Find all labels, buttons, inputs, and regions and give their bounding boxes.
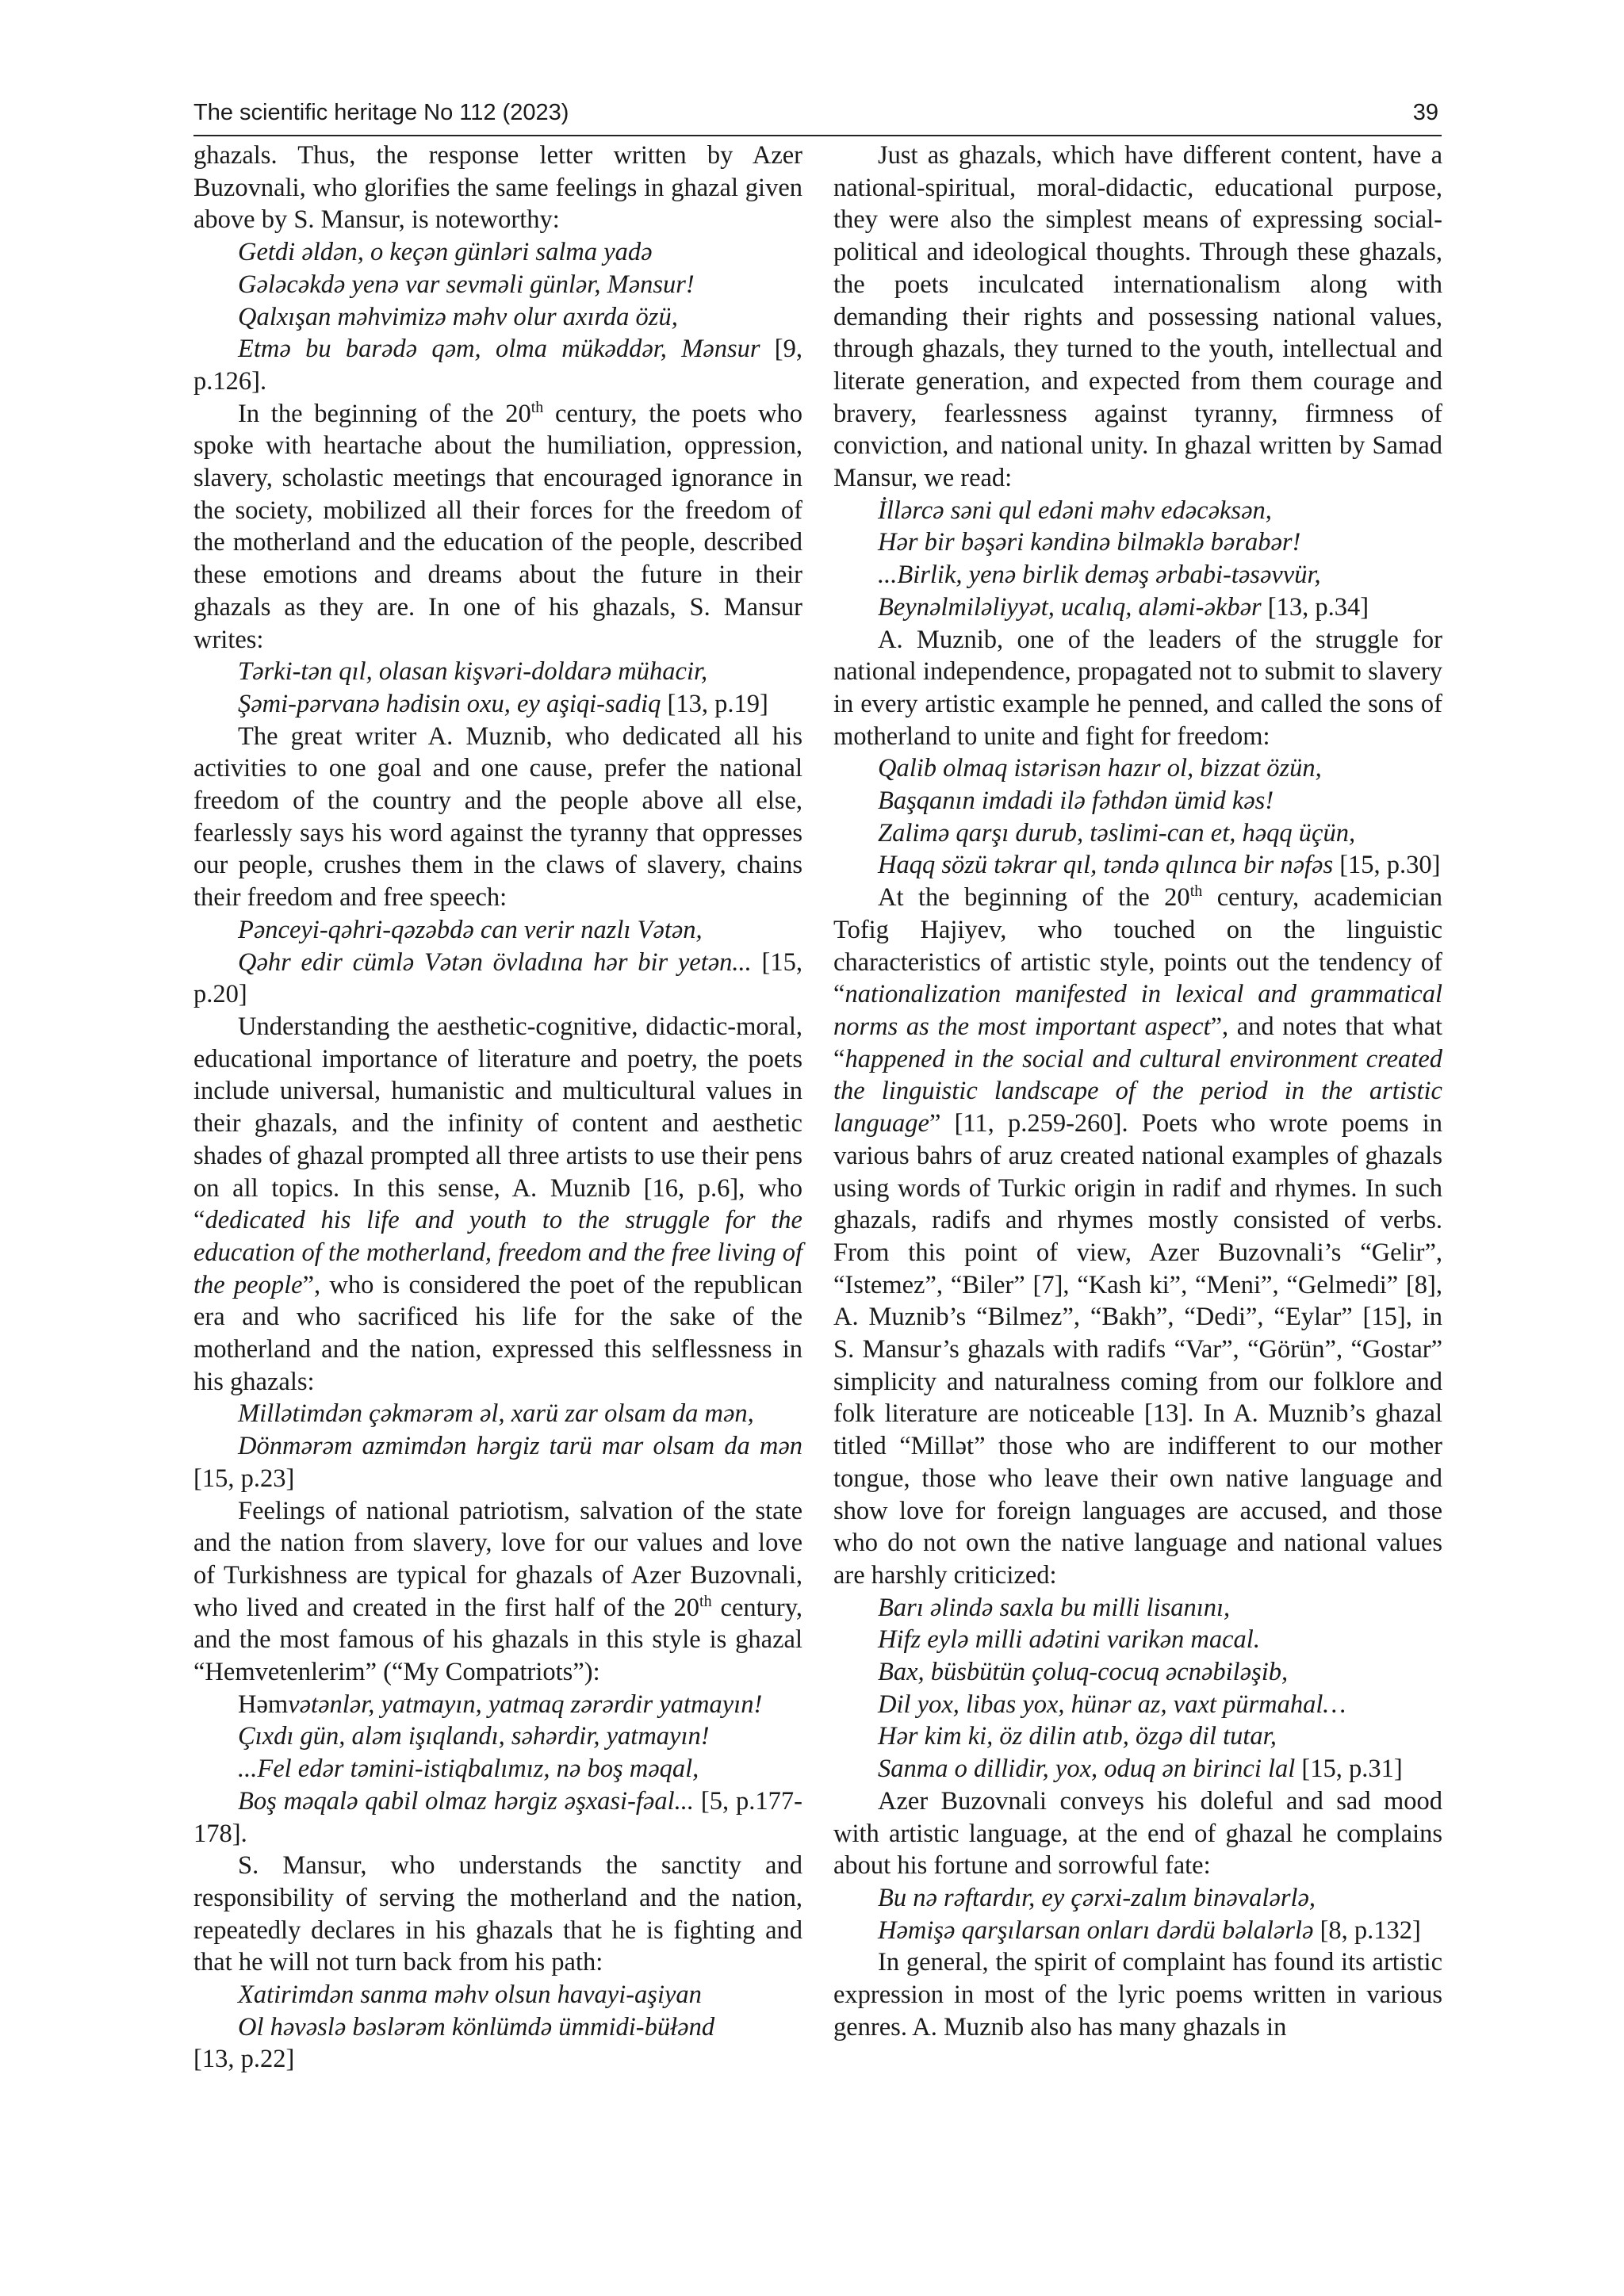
verse-text: Həmişə qarşılarsan onları dərdü bəlalərlə — [878, 1915, 1314, 1945]
verse-line: Gələcəkdə yenə var sevməli günlər, Mənsur! — [238, 270, 695, 299]
quote: nationalization manifested in lexical and grammatical norms as the most important aspect — [833, 980, 1442, 1041]
verse-line: Hər kim ki, öz dilin atıb, özgə dil tutar, — [878, 1722, 1277, 1751]
paragraph: Understanding the aesthetic-cognitive, didactic-moral, educational importance of literature and poetry, the poets include universal, humanistic and multicultural values in their ghazals, and the infinity of content and aesthetic shades of ghazal prompted all three artists to use their pens on all topics. In this sense, A. Muznib [16, p.6], who “dedicated his life and youth to the struggle for the education of the motherland, freedom and the free living of the people”, who is considered the poet of the republican era and who sacrificed his life for the sake of the motherland and the nation, expressed this selflessness in his ghazals: — [193, 1012, 802, 1396]
paragraph: In general, the spirit of complaint has found its artistic expression in most of the lyric poems written in various genres. A. Muznib also has many ghazals in — [833, 1948, 1442, 2042]
verse-line — [833, 849, 1442, 882]
verse-line — [193, 688, 802, 721]
verse-line: Bu nə rəftardır, ey çərxi-zalım binəvalərlə, — [878, 1883, 1316, 1912]
verse-text: Şəmi-pərvanə hədisin oxu, ey aşiqi-sadiq — [238, 689, 661, 718]
verse-text: Etmə bu barədə qəm, olma mükəddər, Mənsur — [238, 335, 760, 364]
citation: [15, p.23] — [193, 1464, 295, 1493]
verse-line: Pənceyi-qəhri-qəzəbdə can verir nazlı Vətən, — [238, 915, 703, 944]
verse-line: Getdi əldən, o keçən günləri salma yadə — [238, 238, 653, 267]
verse-text: Boş məqalə qabil olmaz hərgiz əşxasi-fəal... — [238, 1786, 695, 1816]
verse-line — [193, 947, 802, 1011]
verse-line: Dil yox, libas yox, hünər az, vaxt pürmahal… — [878, 1689, 1346, 1719]
citation: [15, p.30] — [1333, 851, 1441, 880]
verse-line — [193, 1785, 802, 1850]
paragraph: Just as ghazals, which have different content, have a national-spiritual, moral-didactic, educational purpose, they were also the simplest means of expressing social-political and ideological thoughts. Through these ghazals, the poets inculcated internationalism along with demanding their rights and possessing national values, through ghazals, they turned to the youth, intellectual and literate generation, and expected from them courage and bravery, fearlessness against tyranny, firmness of conviction, and national unity. In ghazal written by Samad Mansur, we read: — [833, 141, 1442, 493]
paragraph: A. Muznib, one of the leaders of the struggle for national independence, propagated not to submit to slavery in every artistic example he penned, and called the sons of motherland to unite and fight for freedom: — [833, 625, 1442, 751]
verse-line: Bax, büsbütün çoluq-cocuq əcnəbiləşib, — [878, 1658, 1289, 1687]
verse-line — [193, 333, 802, 397]
verse-line: Ol həvəslə bəslərəm könlümdə ümmidi-büłənd — [238, 2012, 715, 2042]
paragraph: Feelings of national patriotism, salvation of the state and the nation from slavery, love for our values and love of Turkishness are typical for ghazals of Azer Buzovnali, who lived and created in the first half of the 20th century, and the most famous of his ghazals in this style is ghazal “Hemvetenlerim” (“My Compatriots”): — [193, 1496, 802, 1687]
paragraph: S. Mansur, who understands the sanctity and responsibility of serving the motherland and the nation, repeatedly declares in his ghazals that he is fighting and that he will not turn back from his path: — [193, 1851, 802, 1977]
quote: happened in the social and cultural environment created the linguistic landscape of the period in the artistic language — [833, 1044, 1442, 1138]
verse-line — [833, 1915, 1442, 1947]
verse-line: Xatirimdən sanma məhv olsun havayi-aşiyan — [238, 1980, 702, 2010]
citation: [13, p.34] — [1261, 592, 1369, 622]
paragraph: At the beginning of the 20th century, academician Tofig Hajiyev, who touched on the linguistic characteristics of artistic style, points out the tendency of “nationalization manifested in lexical and grammatical norms as the most important aspect”, and notes that what “happened in the social and cultural environment created the linguistic landscape of the period in the artistic language” [11, p.259-260]. Poets who wrote poems in various bahrs of aruz created national examples of ghazals using words of Turkic origin in radif and rhymes. In such ghazals, radifs and rhymes mostly consisted of verbs. From this point of view, Azer Buzovnali’s “Gelir”, “Istemez”, “Biler” [7], “Kash ki”, “Meni”, “Gelmedi” [8], A. Muznib’s “Bilmez”, “Bakh”, “Dedi”, “Eylar” [15], in S. Mansur’s ghazals with radifs “Var”, “Görün”, “Gostar” simplicity and naturalness coming from our folklore and folk literature are noticeable [13]. In A. Muznib’s ghazal titled “Millət” those who are indifferent to our mother tongue, those who leave their own native language and show love for foreign languages are accused, and those who do not own the native language and national values are harshly criticized: — [833, 882, 1442, 1590]
citation: [15, p.31] — [1295, 1755, 1403, 1784]
verse-line: Zalimə qarşı durub, təslimi-can et, həqq üçün, — [878, 818, 1356, 848]
verse-text: Beynəlmiləliyyət, ucalıq, aləmi-əkbər — [878, 592, 1262, 622]
journal-title: The scientific heritage No 112 (2023) — [193, 100, 569, 125]
verse-line: ...Fel edər təmini-istiqbalımız, nə boş məqal, — [238, 1755, 699, 1784]
citation: [13, p.22] — [193, 2045, 295, 2074]
paragraph: ghazals. Thus, the response letter written by Azer Buzovnali, who glorifies the same feelings in ghazal given above by S. Mansur, is noteworthy: — [193, 141, 802, 235]
verse-text: Dönmərəm azmimdən hərgiz tarü mar olsam da mən — [238, 1432, 802, 1461]
verse-text: Haqq sözü təkrar qıl, təndə qılınca bir nəfəs — [878, 851, 1334, 880]
page-number: 39 — [1412, 100, 1438, 125]
paragraph: Azer Buzovnali conveys his doleful and sad mood with artistic language, at the end of ghazal he complains about his fortune and sorrowful fate: — [833, 1786, 1442, 1881]
citation: [8, p.132] — [1313, 1915, 1421, 1945]
citation: [15, p.20] — [193, 947, 802, 1009]
running-header — [193, 98, 1442, 136]
verse-line: Başqanın imdadi ilə fəthdən ümid kəs! — [878, 786, 1274, 816]
verse-line: Millətimdən çəkmərəm əl, xarü zar olsam da mən, — [238, 1399, 754, 1429]
verse-line — [193, 1430, 802, 1494]
verse-line: Qalib olmaq istərisən hazır ol, bizzat özün, — [878, 754, 1322, 783]
verse-line: İllərcə səni qul edəni məhv edəcəksən, — [878, 496, 1272, 525]
verse-line: ...Birlik, yenə birlik deməş ərbabi-təsəvvür, — [878, 561, 1321, 590]
verse-line — [833, 1753, 1442, 1785]
citation: [9, p.126]. — [193, 335, 802, 396]
verse-text: Qəhr edir cümlə Vətən övladına hər bir yetən... — [238, 947, 752, 977]
verse-line: Hər bir bəşəri kəndinə bilməklə bərabər! — [878, 528, 1301, 557]
citation: [5, p.177-178]. — [193, 1786, 802, 1848]
left-column — [193, 140, 802, 2076]
verse-line: Qalxışan məhvimizə məhv olur axırda özü, — [238, 302, 678, 331]
verse-line: Həmvətənlər, yatmayın, yatmaq zərərdir yatmayın! — [238, 1689, 763, 1719]
right-column — [833, 140, 1442, 2043]
verse-line — [833, 591, 1442, 624]
verse-text: Sanma o dillidir, yox, oduq ən birinci lal — [878, 1755, 1296, 1784]
citation: [13, p.19] — [661, 689, 768, 718]
paragraph: In the beginning of the 20th century, the poets who spoke with heartache about the humiliation, oppression, slavery, scholastic meetings that encouraged ignorance in the society, mobilized all their forces for the freedom of the motherland and the education of the people, described these emotions and dreams about the future in their ghazals as they are. In one of his ghazals, S. Mansur writes: — [193, 398, 802, 654]
verse-line: Hifz eylə milli adətini varikən macal. — [878, 1625, 1260, 1655]
paragraph: The great writer A. Muznib, who dedicated all his activities to one goal and one cause, prefer the national freedom of the country and the people above all else, fearlessly says his word against the tyranny that oppresses our people, crushes them in the claws of slavery, chains their freedom and free speech: — [193, 721, 802, 913]
verse-line: Tərki-tən qıl, olasan kişvəri-doldarə mühacir, — [238, 657, 708, 687]
verse-line: Barı əlində saxla bu milli lisanını, — [878, 1593, 1231, 1622]
verse-line: Çıxdı gün, aləm işıqlandı, səhərdir, yatmayın! — [238, 1722, 710, 1751]
quote: dedicated his life and youth to the struggle for the education of the motherland, freedom and the free living of the people — [193, 1206, 802, 1299]
